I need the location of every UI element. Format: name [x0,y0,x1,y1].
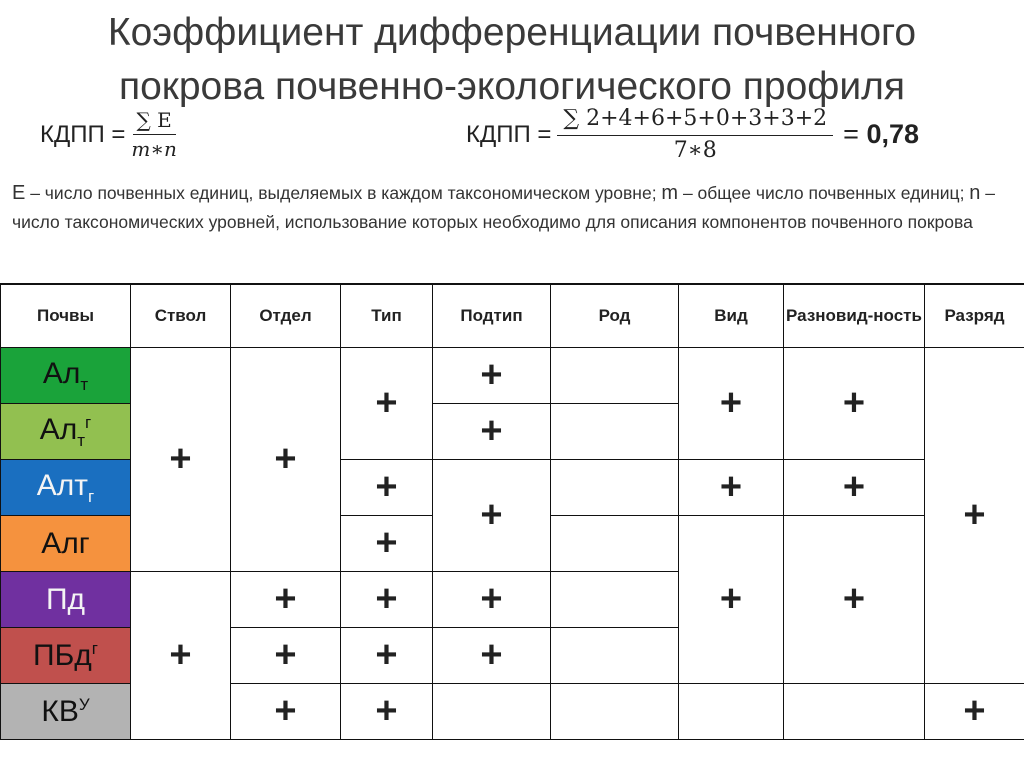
variety-empty [784,684,925,740]
result-value: 0,78 [866,119,919,149]
stem-mark: + [131,348,231,572]
header-soils: Почвы [1,284,131,348]
type-mark: + [341,572,433,628]
subtype-mark: + [433,460,551,572]
species-empty [679,684,784,740]
fraction [131,108,176,161]
equals-sign: = [843,119,859,149]
type-mark: + [341,516,433,572]
table-row [1,348,1024,404]
soil-cell: Пд [1,572,131,628]
formula-result [843,119,919,150]
genus-empty [551,684,679,740]
symbol-n: n [969,182,981,204]
header-variety: Разновид-ность [784,284,925,348]
fraction [557,106,833,163]
soil-cell: ПБд$^г$ [1,628,131,684]
division-mark: + [231,348,341,572]
fraction-numerator: ∑ 2+4+6+5+0+3+3+2 [557,106,833,136]
soil-cell: Алг [1,516,131,572]
formula-general [40,108,177,161]
subtype-mark: + [433,628,551,684]
taxonomy-table [0,283,1024,740]
division-mark: + [231,684,341,740]
header-species: Вид [679,284,784,348]
variable-definitions [12,179,1002,237]
definition-n: – число таксономических уровней, использование которых необходимо для описания компонентов почвенного покрова [12,183,996,232]
definition-m: – общее число почвенных единиц; [678,183,970,203]
variety-mark: + [784,516,925,684]
header-type: Тип [341,284,433,348]
species-mark: + [679,348,784,460]
soil-cell: $Ал_т$ [1,348,131,404]
header-division: Отдел [231,284,341,348]
header-stem: Ствол [131,284,231,348]
variety-mark: + [784,460,925,516]
type-mark: + [341,460,433,516]
division-mark: + [231,628,341,684]
symbol-m: m [661,182,679,204]
table-header-row [1,284,1024,348]
formula-calculation [466,106,919,163]
symbol-e: Е [12,182,26,204]
type-mark: + [341,684,433,740]
subtype-mark: + [433,404,551,460]
variety-mark: + [784,348,925,460]
genus-empty [551,572,679,628]
soil-cell: $КВ^У$ [1,684,131,740]
fraction-denominator: m∗n [131,137,177,161]
formula-label: КДПП = [40,120,126,148]
subtype-mark: + [433,348,551,404]
stem-mark: + [131,572,231,740]
division-mark: + [231,572,341,628]
header-subtype: Подтип [433,284,551,348]
header-genus: Род [551,284,679,348]
subtype-mark: + [433,572,551,628]
species-mark: + [679,516,784,684]
category-mark: + [925,684,1024,740]
species-mark: + [679,460,784,516]
genus-empty [551,404,679,460]
type-mark: + [341,348,433,460]
genus-empty [551,628,679,684]
type-mark: + [341,628,433,684]
genus-empty [551,348,679,404]
genus-empty [551,460,679,516]
formula-label: КДПП = [466,120,552,148]
subtype-empty [433,684,551,740]
definition-e: – число почвенных единиц, выделяемых в каждом таксономическом уровне; [25,183,662,203]
fraction-denominator: 7∗8 [673,138,717,163]
category-mark: + [925,348,1024,684]
genus-empty [551,516,679,572]
soil-cell: Алт$_г$ [1,460,131,516]
slide-title: Коэффициент дифференциации почвенного покрова почвенно-экологического профиля [107,11,917,108]
header-category: Разряд [925,284,1024,348]
soil-cell: $Ал_т^г$ [1,404,131,460]
fraction-numerator: ∑ E [133,108,176,135]
